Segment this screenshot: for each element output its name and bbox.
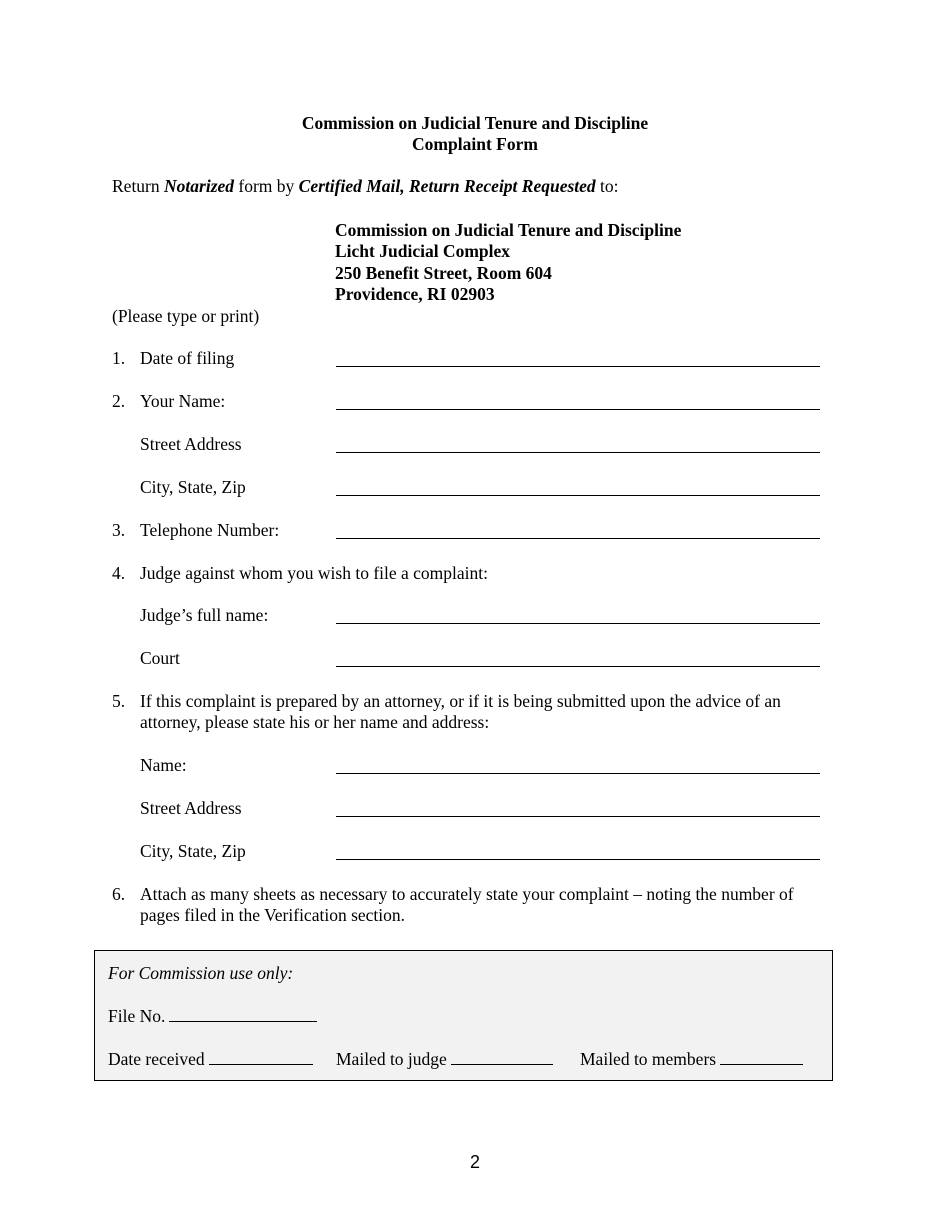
mailed-judge-field[interactable] xyxy=(451,1049,553,1065)
date-of-filing-field[interactable] xyxy=(336,366,820,367)
court-field[interactable] xyxy=(336,666,820,667)
form-title: Commission on Judicial Tenure and Discipline xyxy=(301,113,649,133)
judge-intro-text: Judge against whom you wish to file a complaint: xyxy=(140,563,489,583)
file-no-label: File No. xyxy=(108,1006,166,1026)
item-number-3: 3. xyxy=(112,520,126,540)
attach-line-1: Attach as many sheets as necessary to accurately state your complaint – noting the number of xyxy=(140,884,794,904)
date-received-row xyxy=(108,1049,313,1070)
city-state-zip-field[interactable] xyxy=(336,495,820,496)
print-note: (Please type or print) xyxy=(112,306,260,326)
attorney-street-label: Street Address xyxy=(140,798,242,818)
date-received-label: Date received xyxy=(108,1049,205,1069)
return-instruction xyxy=(112,176,619,197)
form-subtitle: Complaint Form xyxy=(412,134,538,154)
address-line-2: Licht Judicial Complex xyxy=(335,241,511,261)
return-text-3: to: xyxy=(595,176,619,196)
return-text-2: form by xyxy=(234,176,299,196)
mailed-members-row xyxy=(580,1049,803,1070)
return-text-1: Return xyxy=(112,176,165,196)
page-number: 2 xyxy=(469,1152,480,1172)
street-address-label: Street Address xyxy=(140,434,242,454)
attach-line-2: pages filed in the Verification section. xyxy=(140,905,406,925)
court-label: Court xyxy=(140,648,180,668)
address-line-3: 250 Benefit Street, Room 604 xyxy=(335,263,552,283)
return-certified: Certified Mail, Return Receipt Requested xyxy=(298,176,596,196)
attorney-name-field[interactable] xyxy=(336,773,820,774)
address-line-4: Providence, RI 02903 xyxy=(335,284,495,304)
street-address-field[interactable] xyxy=(336,452,820,453)
attorney-intro-line-2: attorney, please state his or her name and address: xyxy=(140,712,490,732)
attorney-name-label: Name: xyxy=(140,755,187,775)
commission-use-box xyxy=(94,950,833,1081)
mailed-judge-row xyxy=(336,1049,553,1070)
city-state-zip-label: City, State, Zip xyxy=(140,477,246,497)
item-number-4: 4. xyxy=(112,563,126,583)
mailed-members-field[interactable] xyxy=(720,1049,803,1065)
mailed-members-label: Mailed to members xyxy=(580,1049,717,1069)
mailed-judge-label: Mailed to judge xyxy=(336,1049,447,1069)
date-received-field[interactable] xyxy=(209,1049,313,1065)
commission-heading: For Commission use only: xyxy=(108,963,294,983)
attorney-city-field[interactable] xyxy=(336,859,820,860)
attorney-intro-line-1: If this complaint is prepared by an attorney, or if it is being submitted upon the advice of an xyxy=(140,691,781,711)
file-no-field[interactable] xyxy=(169,1006,317,1022)
return-notarized: Notarized xyxy=(164,176,235,196)
date-of-filing-label: Date of filing xyxy=(140,348,235,368)
item-number-5: 5. xyxy=(112,691,126,711)
item-number-1: 1. xyxy=(112,348,126,368)
judge-name-label: Judge’s full name: xyxy=(140,605,269,625)
address-line-1: Commission on Judicial Tenure and Discipline xyxy=(335,220,682,240)
attorney-city-label: City, State, Zip xyxy=(140,841,246,861)
item-number-6: 6. xyxy=(112,884,126,904)
judge-name-field[interactable] xyxy=(336,623,820,624)
file-no-row xyxy=(108,1006,317,1027)
your-name-label: Your Name: xyxy=(140,391,226,411)
telephone-field[interactable] xyxy=(336,538,820,539)
telephone-label: Telephone Number: xyxy=(140,520,280,540)
your-name-field[interactable] xyxy=(336,409,820,410)
item-number-2: 2. xyxy=(112,391,126,411)
attorney-street-field[interactable] xyxy=(336,816,820,817)
